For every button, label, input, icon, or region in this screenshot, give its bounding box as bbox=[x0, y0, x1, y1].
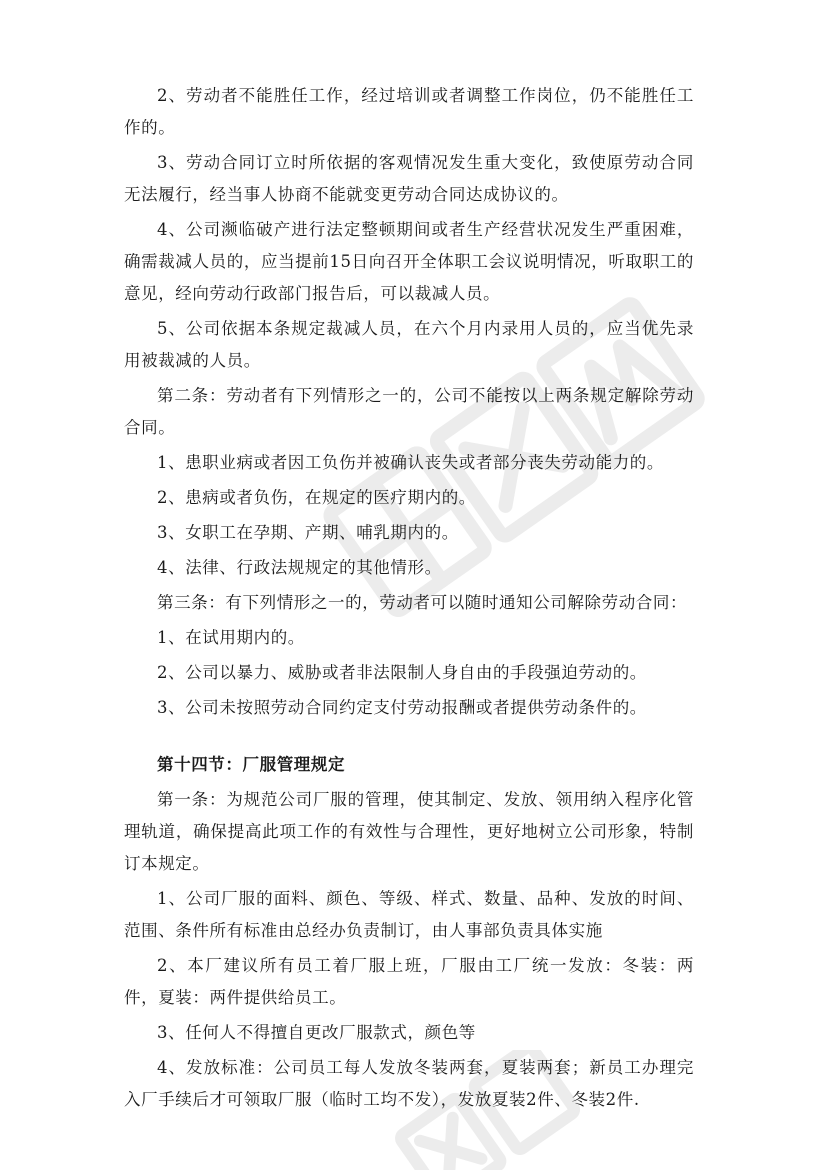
section-heading: 第十四节：厂服管理规定 bbox=[157, 755, 346, 774]
paragraph: 4、公司濒临破产进行法定整顿期间或者生产经营状况发生严重困难，确需裁减人员的，应当提前15日向召开全体职工会议说明情况，听取职工的意见，经向劳动行政部门报告后，可以裁减人员。 bbox=[124, 220, 694, 303]
paragraph: 1、患职业病或者因工负伤并被确认丧失或者部分丧失劳动能力的。 bbox=[157, 453, 664, 472]
paragraph: 3、公司未按照劳动合同约定支付劳动报酬或者提供劳动条件的。 bbox=[157, 698, 647, 717]
paragraph: 第一条：为规范公司厂服的管理，使其制定、发放、领用纳入程序化管理轨道，确保提高此项工作的有效性与合理性，更好地树立公司形象，特制订本规定。 bbox=[124, 790, 694, 873]
paragraph: 4、法律、行政法规规定的其他情形。 bbox=[157, 558, 442, 577]
paragraph: 2、患病或者负伤，在规定的医疗期内的。 bbox=[157, 488, 476, 507]
paragraph: 第二条：劳动者有下列情形之一的，公司不能按以上两条规定解除劳动合同。 bbox=[124, 386, 694, 437]
paragraph: 3、劳动合同订立时所依据的客观情况发生重大变化，致使原劳动合同无法履行，经当事人协商不能就变更劳动合同达成协议的。 bbox=[124, 153, 694, 204]
paragraph: 1、公司厂服的面料、颜色、等级、样式、数量、品种、发放的时间、范围、条件所有标准由总经办负责制订，由人事部负责具体实施 bbox=[124, 889, 694, 940]
paragraph: 3、任何人不得擅自更改厂服款式，颜色等 bbox=[157, 1023, 476, 1042]
paragraph: 2、本厂建议所有员工着厂服上班，厂服由工厂统一发放：冬装：两件，夏装：两件提供给员工。 bbox=[124, 956, 694, 1007]
section-spacer bbox=[124, 727, 694, 749]
paragraph: 第三条：有下列情形之一的，劳动者可以随时通知公司解除劳动合同： bbox=[157, 593, 688, 612]
paragraph: 2、劳动者不能胜任工作，经过培训或者调整工作岗位，仍不能胜任工作的。 bbox=[124, 86, 694, 137]
paragraph: 5、公司依据本条规定裁减人员，在六个月内录用人员的，应当优先录用被裁减的人员。 bbox=[124, 319, 694, 370]
paragraph: 3、女职工在孕期、产期、哺乳期内的。 bbox=[157, 523, 459, 542]
paragraph: 4、发放标准：公司员工每人发放冬装两套，夏装两套；新员工办理完入厂手续后才可领取厂服（临时工均不发），发放夏装2件、冬装2件. bbox=[124, 1058, 694, 1109]
paragraph: 1、在试用期内的。 bbox=[157, 628, 305, 647]
document-body bbox=[124, 80, 694, 1119]
paragraph: 2、公司以暴力、威胁或者非法限制人身自由的手段强迫劳动的。 bbox=[157, 663, 647, 682]
